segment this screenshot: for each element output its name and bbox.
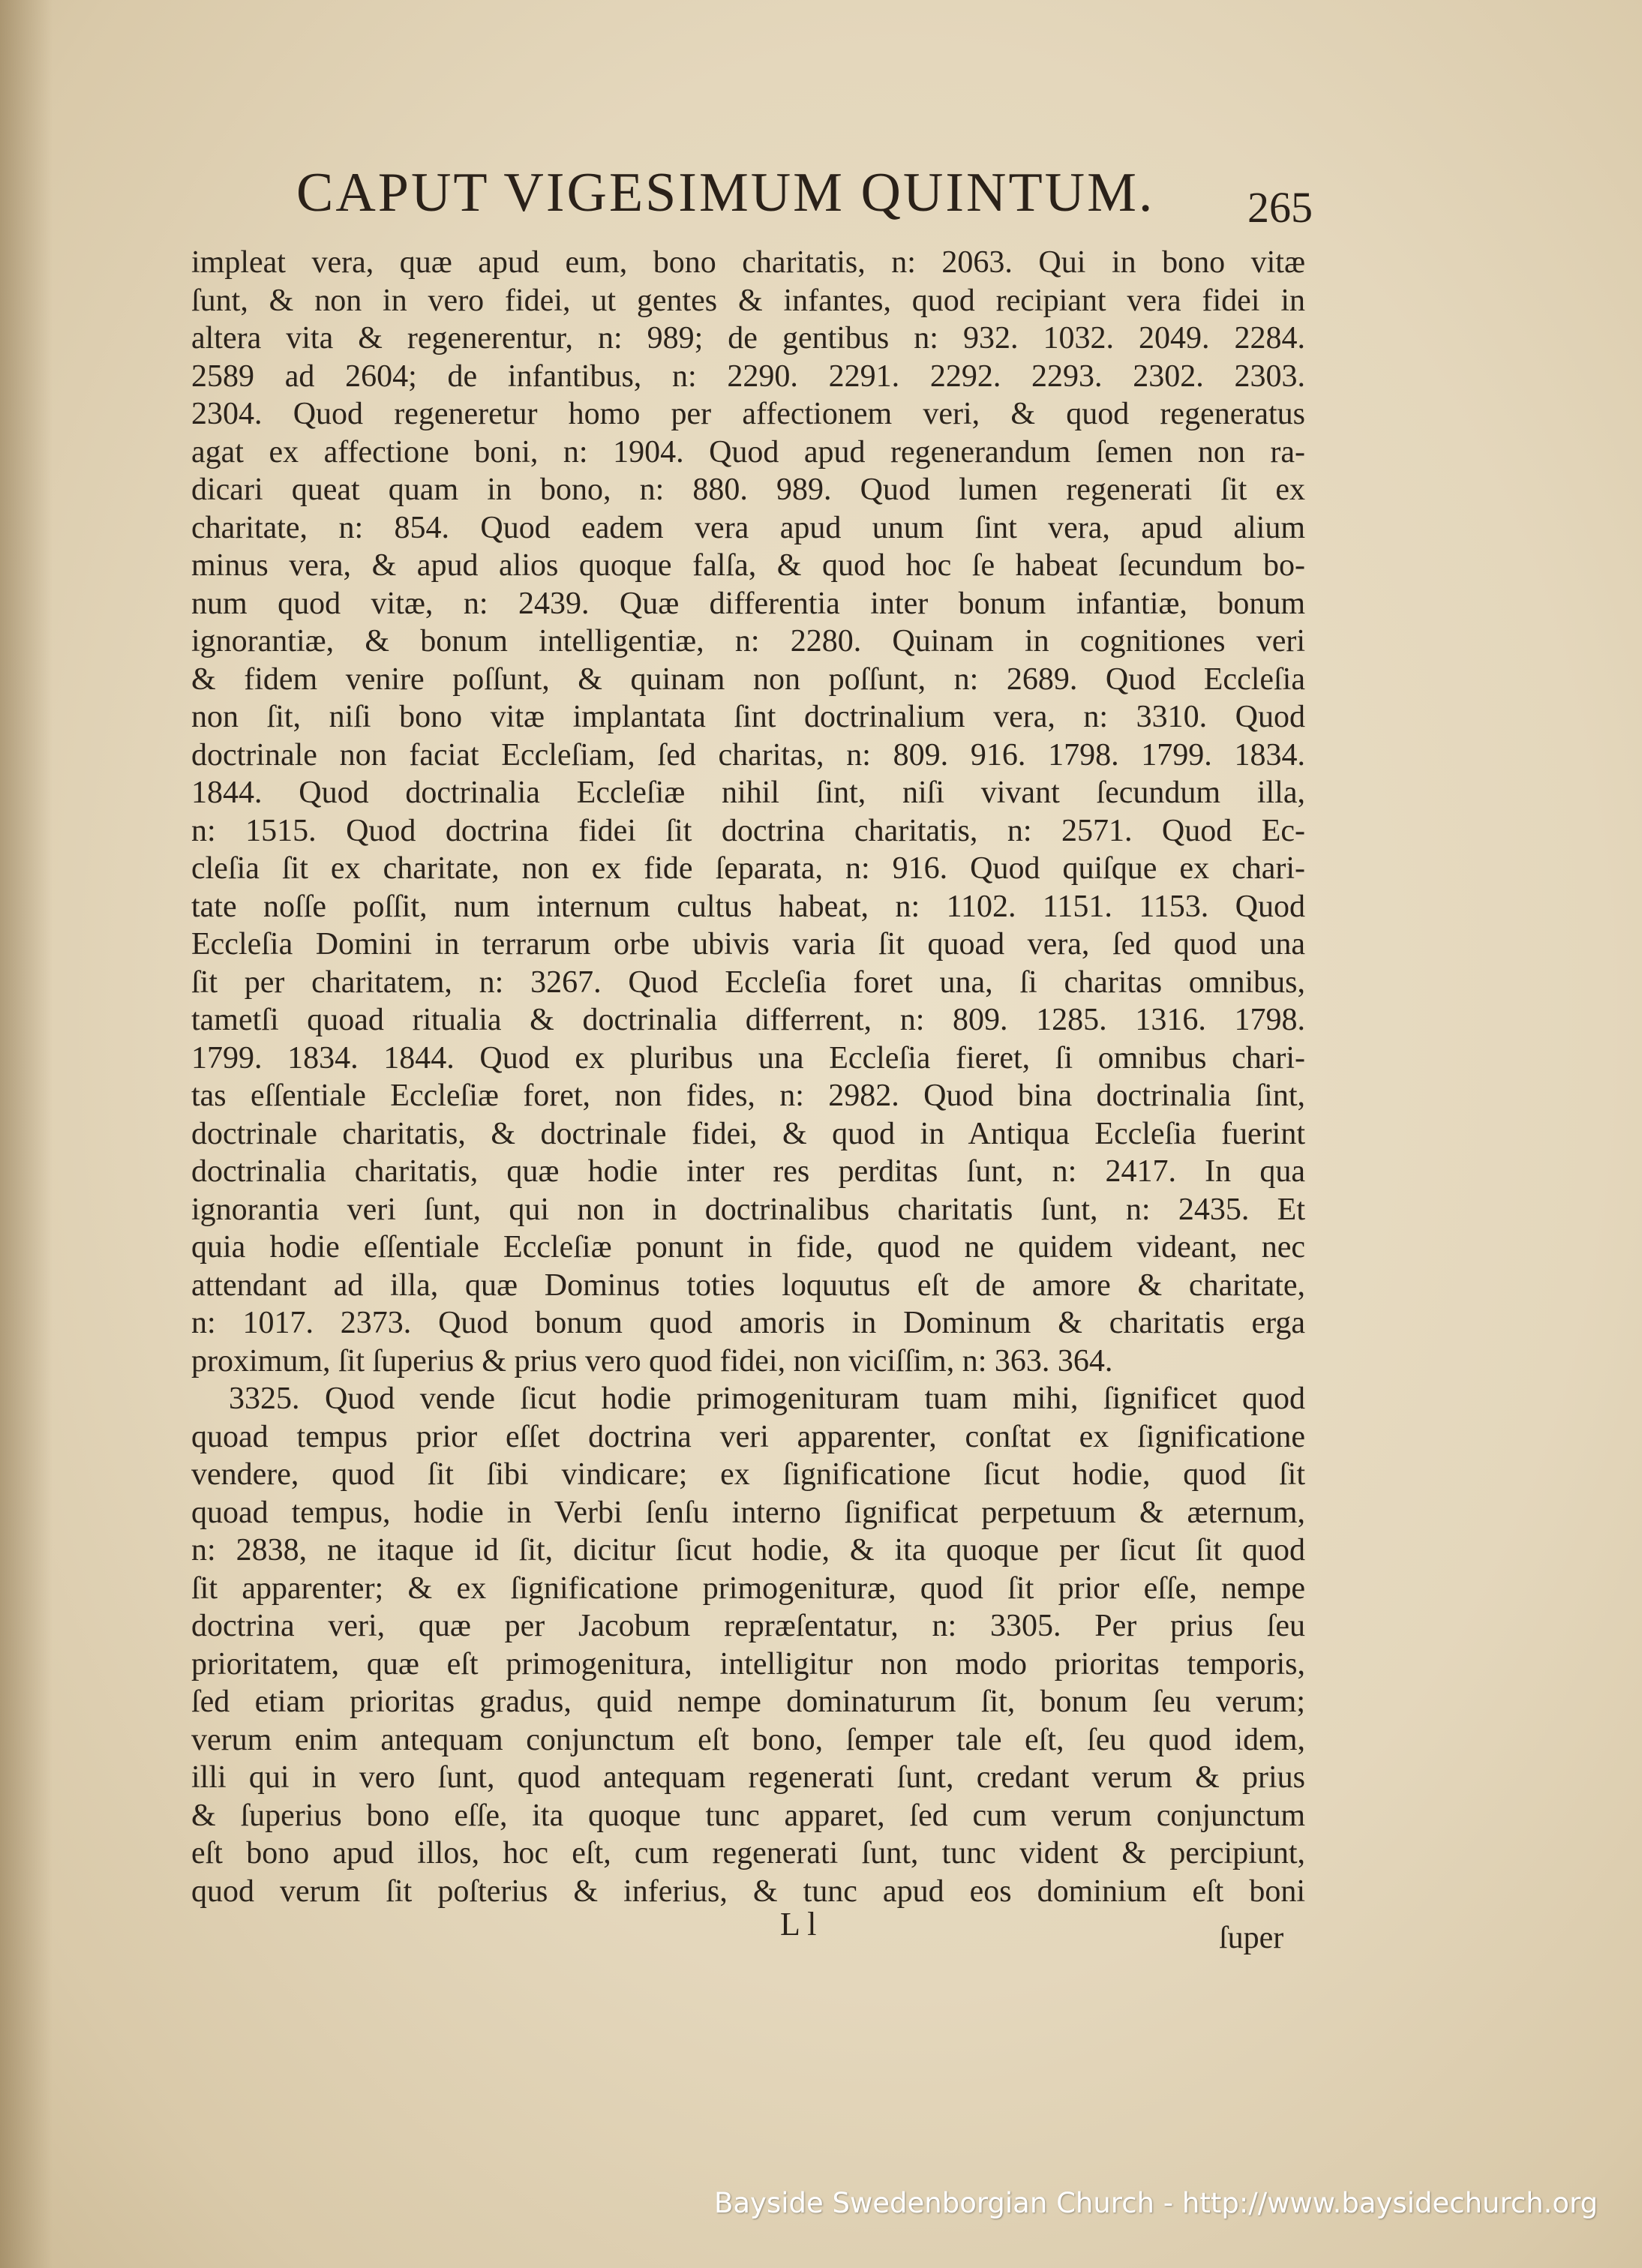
text-line: vendere, quod ſit ſibi vindicare; ex ſignificatione ſicut hodie, quod ſit (191, 1457, 1305, 1492)
text-line: agat ex affectione boni, n: 1904. Quod apud regenerandum ſemen non ra- (191, 434, 1305, 470)
text-line: ignorantia veri ſunt, qui non in doctrinalibus charitatis ſunt, n: 2435. Et (191, 1192, 1305, 1227)
text-line: quod verum ſit poſterius & inferius, & tunc apud eos dominium eſt boni (191, 1874, 1305, 1909)
text-line: quoad tempus prior eſſet doctrina veri apparenter, conſtat ex ſignificatione (191, 1419, 1305, 1454)
text-line: n: 1515. Quod doctrina fidei ſit doctrina charitatis, n: 2571. Quod Ec- (191, 813, 1305, 848)
text-line: 2304. Quod regeneretur homo per affectionem veri, & quod regeneratus (191, 397, 1305, 431)
text-line: charitate, n: 854. Quod eadem vera apud unum ſint vera, apud alium (191, 510, 1305, 545)
paragraph-start-line: 3325. Quod vende ſicut hodie primogenituram tuam mihi, ſignificet quod (229, 1382, 1305, 1416)
text-line: tametſi quoad ritualia & doctrinalia differrent, n: 809. 1285. 1316. 1798. (191, 1003, 1305, 1037)
text-line: n: 1017. 2373. Quod bonum quod amoris in Dominum & charitatis erga (191, 1306, 1305, 1340)
text-line: attendant ad illa, quæ Dominus toties loquutus eſt de amore & charitate, (191, 1268, 1305, 1303)
text-line: 2589 ad 2604; de infantibus, n: 2290. 2291. 2292. 2293. 2302. 2303. (191, 358, 1305, 394)
text-line: ſunt, & non in vero fidei, ut gentes & infantes, quod recipiant vera fidei in (191, 283, 1305, 318)
text-line: ignorantiæ, & bonum intelligentiæ, n: 2280. Quinam in cognitiones veri (191, 624, 1305, 658)
text-line: doctrina veri, quæ per Jacobum repræſentatur, n: 3305. Per prius ſeu (191, 1609, 1305, 1643)
text-line: doctrinale charitatis, & doctrinale fidei, & quod in Antiqua Eccleſia fuerint (191, 1116, 1305, 1151)
text-line: ſit apparenter; & ex ſignificatione primogenituræ, quod ſit prior eſſe, nempe (191, 1570, 1305, 1606)
text-line: doctrinale non faciat Eccleſiam, ſed charitas, n: 809. 916. 1798. 1799. 1834. (191, 737, 1305, 772)
text-line: 1799. 1834. 1844. Quod ex pluribus una Eccleſia fieret, ſi omnibus chari- (191, 1040, 1305, 1076)
text-line: & fidem venire poſſunt, & quinam non poſſunt, n: 2689. Quod Eccleſia (191, 662, 1305, 697)
text-line: & ſuperius bono eſſe, ita quoque tunc apparet, ſed cum verum conjunctum (191, 1798, 1305, 1833)
text-line: impleat vera, quæ apud eum, bono charitatis, n: 2063. Qui in bono vitæ (191, 245, 1305, 280)
text-line: non ſit, niſi bono vitæ implantata ſint doctrinalium vera, n: 3310. Quod (191, 700, 1305, 734)
text-line: proximum, ſit ſuperius & prius vero quod fidei, non viciſſim, n: 363. 364. (191, 1343, 1113, 1378)
text-line: quoad tempus, hodie in Verbi ſenſu interno ſignificat perpetuum & æternum, (191, 1495, 1305, 1530)
page-number: 265 (1247, 183, 1313, 232)
text-line: illi qui in vero ſunt, quod antequam regenerati ſunt, credant verum & prius (191, 1760, 1305, 1795)
text-line: cleſia ſit ex charitate, non ex fide ſeparata, n: 916. Quod quiſque ex chari- (191, 851, 1305, 886)
running-title: CAPUT VIGESIMUM QUINTUM. (296, 162, 1155, 224)
text-line: doctrinalia charitatis, quæ hodie inter res perditas ſunt, n: 2417. In qua (191, 1154, 1305, 1189)
text-line: tate noſſe poſſit, num internum cultus habeat, n: 1102. 1151. 1153. Quod (191, 889, 1305, 924)
body-text (191, 244, 1305, 1910)
gutter-shadow (0, 0, 53, 2268)
text-line: n: 2838, ne itaque id ſit, dicitur ſicut hodie, & ita quoque per ſicut ſit quod (191, 1533, 1305, 1568)
signature-mark: L l (780, 1906, 817, 1942)
text-line: ſit per charitatem, n: 3267. Quod Eccleſia foret una, ſi charitas omnibus, (191, 964, 1305, 1000)
text-line: verum enim antequam conjunctum eſt bono, ſemper tale eſt, ſeu quod idem, (191, 1722, 1305, 1757)
text-line: prioritatem, quæ eſt primogenitura, intelligitur non modo prioritas temporis, (191, 1646, 1305, 1682)
page-header (296, 161, 1331, 236)
catchword: ſuper (1219, 1921, 1284, 1955)
watermark-text: Bayside Swedenborgian Church - http://www.baysidechurch.org (714, 2187, 1598, 2219)
text-line: quia hodie eſſentiale Eccleſiæ ponunt in fide, quod ne quidem videant, nec (191, 1230, 1305, 1264)
text-line: num quod vitæ, n: 2439. Quæ differentia inter bonum infantiæ, bonum (191, 586, 1305, 621)
text-line: dicari queat quam in bono, n: 880. 989. Quod lumen regenerati ſit ex (191, 472, 1305, 507)
text-line: 1844. Quod doctrinalia Eccleſiæ nihil ſint, niſi vivant ſecundum illa, (191, 776, 1305, 810)
text-line: tas eſſentiale Eccleſiæ foret, non fides, n: 2982. Quod bina doctrinalia ſint, (191, 1078, 1305, 1113)
text-line: minus vera, & apud alios quoque falſa, & quod hoc ſe habeat ſecundum bo- (191, 548, 1305, 583)
text-line: altera vita & regenerentur, n: 989; de gentibus n: 932. 1032. 2049. 2284. (191, 321, 1305, 356)
text-line: eſt bono apud illos, hoc eſt, cum regenerati ſunt, tunc vident & percipiunt, (191, 1836, 1305, 1870)
text-line: Eccleſia Domini in terrarum orbe ubivis varia ſit quoad vera, ſed quod una (191, 927, 1305, 962)
text-line: ſed etiam prioritas gradus, quid nempe dominaturum ſit, bonum ſeu verum; (191, 1684, 1305, 1719)
